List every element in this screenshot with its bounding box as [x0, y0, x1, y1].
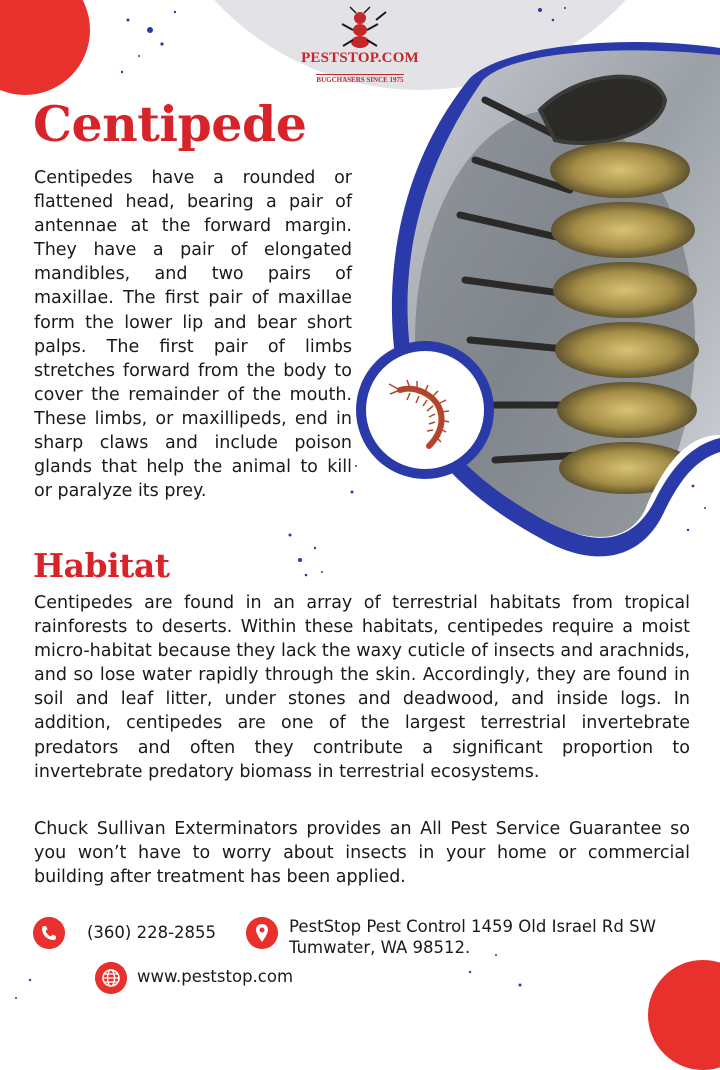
habitat-heading: Habitat [33, 546, 170, 585]
brand-name: PESTSTOP.COM [301, 50, 419, 66]
page-title: Centipede [33, 95, 307, 153]
address [289, 916, 699, 958]
habitat-paragraph: Centipedes are found in an array of terrestrial habitats from tropical rainforests to deserts. Within these habitats, centipedes require a moist micro-habitat because they lack the waxy cuticle of insects and arachnids, and so lose water rapidly through the skin. Accordingly, they are found in soil and leaf litter, under stones and deadwood, and inside logs. In addition, centipedes are one of the largest terrestrial invertebrate predators and often they contribute a significant proportion to invertebrate predatory biomass in terrestrial ecosystems. [34, 593, 690, 782]
brand-logo[interactable] [290, 6, 430, 86]
centipede-illustration-icon [355, 340, 495, 480]
address-line-1: PestStop Pest Control 1459 Old Israel Rd SW [289, 917, 656, 936]
brand-tagline: BUGCHASERS SINCE 1975 [316, 76, 404, 84]
intro-paragraph: Centipedes have a rounded or flattened head, bearing a pair of antennae at the forward margin. They have a pair of elongated mandibles, and two pairs of maxillae. The first pair of maxillae form the lower lip and bear short palps. The first pair of limbs stretches forward from the body to cover the remainder of the mouth. These limbs, or maxillipeds, end in sharp claws and include poison glands that help the animal to kill or paralyze its prey. [34, 168, 352, 502]
location-pin-icon [246, 917, 278, 949]
website-link[interactable]: www.peststop.com [137, 967, 294, 986]
guarantee-paragraph: Chuck Sullivan Exterminators provides an All Pest Service Guarantee so you won’t have to worry about insects in your home or commercial building after treatment has been applied. [34, 819, 690, 888]
address-line-2: Tumwater, WA 98512. [289, 938, 471, 957]
phone-icon[interactable] [33, 917, 65, 949]
globe-icon[interactable] [95, 962, 127, 994]
phone-number[interactable]: (360) 228-2855 [87, 923, 217, 942]
centipede-photo [365, 40, 720, 580]
